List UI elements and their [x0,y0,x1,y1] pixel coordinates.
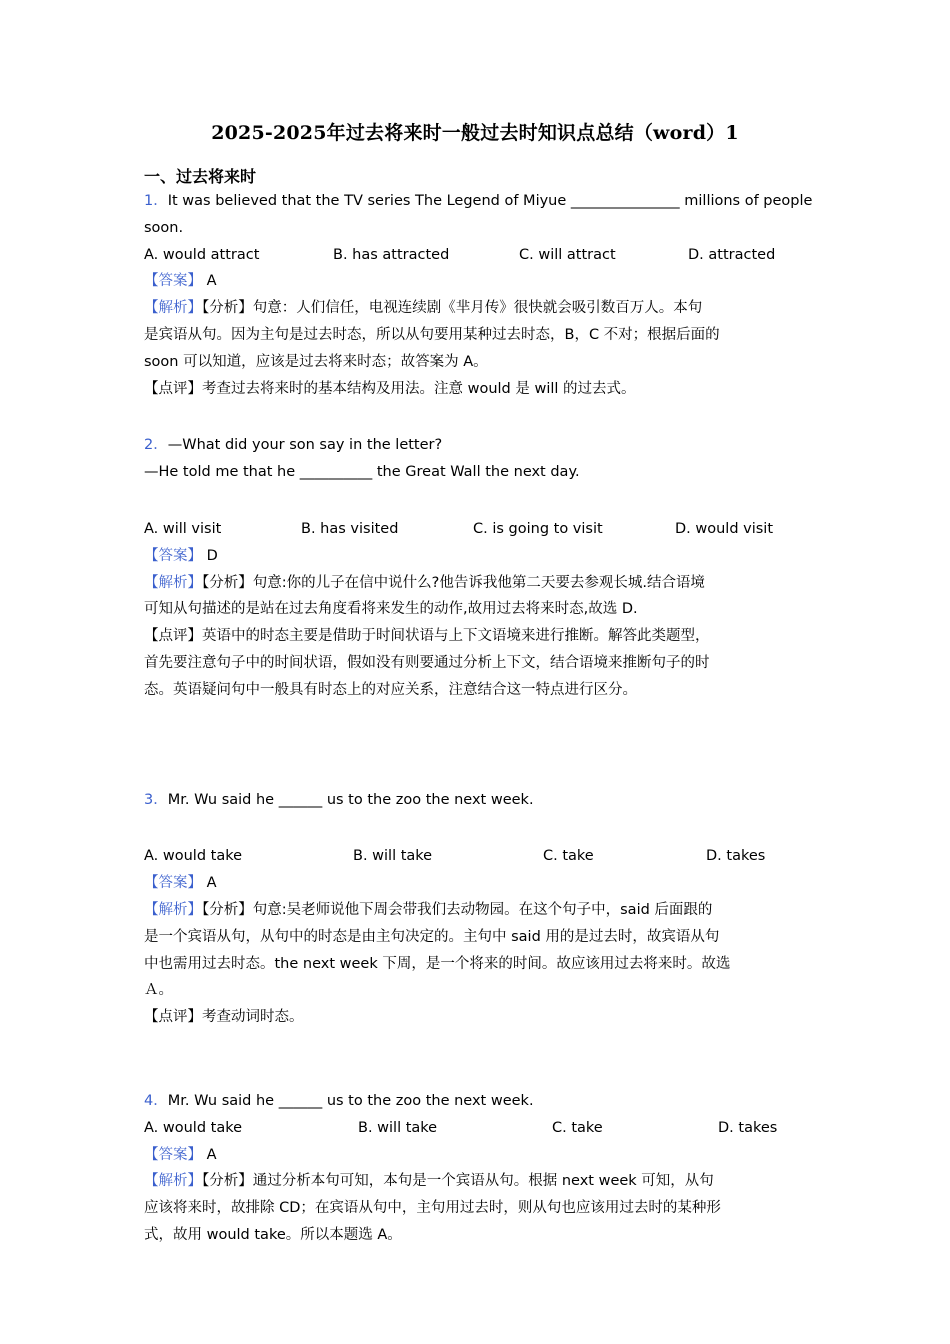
answer-line [144,870,806,897]
answer-value: A [206,1146,217,1163]
question-number: 3． [144,791,168,808]
option-d: D. takes [718,1119,778,1136]
option-d: D. would visit [675,520,774,537]
analysis-line: 【解析】【分析】句意:你的儿子在信中说什么?他告诉我他第二天要去参观长城.结合语境 [144,574,705,591]
analysis-line: 可知从句描述的是站在过去角度看将来发生的动作,故用过去将来时态,故选 D. [144,601,638,618]
answer-label: 【答案】 [144,273,202,290]
spacer [144,704,806,787]
question-number: 1． [144,193,168,209]
option-b: B. has attracted [333,246,450,263]
answer-line [144,543,806,570]
comment-line: 态。英语疑问句中一般具有时态上的对应关系，注意结合这一特点进行区分。 [144,681,637,698]
option-c: C. take [543,848,594,865]
document-body [144,166,813,1249]
option-a: A. would take [144,1119,243,1136]
analysis-label: 【解析】 [144,1173,202,1190]
analysis-line: 是宾语从句。因为主句是过去时态，所以从句要用某种过去时态，B，C 不对；根据后面的 [144,326,720,343]
question-2 [144,432,806,703]
analysis-line: Ａ。 [144,982,173,999]
answer-label: 【答案】 [144,1146,202,1163]
answer-value: A [206,273,217,290]
spacer [144,486,806,516]
answer-line [144,1142,806,1169]
analysis-line: 【解析】【分析】句意:吴老师说他下周会带我们去动物园。在这个句子中，said 后面跟的 [144,901,713,918]
question-stem-line: 1．It was believed that the TV series The Legend of Miyue _______________ millions of people [144,193,813,209]
comment-label: 【点评】 [144,380,202,397]
question-number: 4． [144,1092,168,1109]
answer-line [144,268,806,295]
spacer [144,1031,806,1088]
spacer [144,813,806,843]
option-c: C. is going to visit [473,520,603,537]
option-a: A. would take [144,848,243,865]
option-c: C. will attract [519,246,616,263]
analysis-line: 是一个宾语从句，从句中的时态是由主句决定的。主句中 said 用的是过去时，故宾语从句 [144,928,720,945]
spacer [144,402,806,432]
analysis-line: 【解析】【分析】通过分析本句可知，本句是一个宾语从句。根据 next week 可知，从句 [144,1173,714,1190]
option-b: B. will take [358,1119,438,1136]
analysis-line: soon 可以知道，应该是过去将来时态；故答案为 A。 [144,353,488,370]
question-stem-line: soon. [144,219,184,236]
analysis-line: 中也需用过去时态。the next week 下周，是一个将来的时间。故应该用过去将来时。故选 [144,955,731,972]
section-heading: 一、过去将来时 [144,167,257,186]
answer-label: 【答案】 [144,875,202,892]
option-b: B. will take [353,848,433,865]
question-1 [144,188,813,402]
question-3 [144,787,806,1031]
option-a: A. would attract [144,246,260,263]
answer-value: A [206,875,217,892]
question-number: 2． [144,437,168,454]
analysis-line: 【解析】【分析】句意：人们信任，电视连续剧《芈月传》很快就会吸引数百万人。本句 [144,300,703,317]
comment-line: 【点评】考查动词时态。 [144,1009,304,1026]
comment-line: 【点评】考查过去将来时的基本结构及用法。注意 would 是 will 的过去式。 [144,380,636,397]
options-row [144,1115,806,1142]
option-c: C. take [552,1119,603,1136]
question-4 [144,1088,806,1249]
analysis-line: 应该将来时，故排除 CD；在宾语从句中，主句用过去时，则从句也应该用过去时的某种形 [144,1200,721,1217]
analysis-label: 【解析】 [144,901,202,918]
option-d: D. attracted [688,246,776,263]
option-b: B. has visited [301,520,399,537]
options-row [144,516,806,543]
comment-line: 首先要注意句子中的时间状语，假如没有则要通过分析上下文，结合语境来推断句子的时 [144,654,710,671]
analysis-line: 式，故用 would take。所以本题选 A。 [144,1226,402,1243]
comment-label: 【点评】 [144,1009,202,1026]
answer-label: 【答案】 [144,547,202,564]
question-stem-line: 3．Mr. Wu said he ______ us to the zoo the next week. [144,791,534,808]
question-stem-line: 4．Mr. Wu said he ______ us to the zoo the next week. [144,1092,534,1109]
comment-line: 【点评】英语中的时态主要是借助于时间状语与上下文语境来进行推断。解答此类题型， [144,628,710,645]
option-a: A. will visit [144,520,222,537]
options-row [144,242,806,269]
comment-label: 【点评】 [144,628,202,645]
answer-value: D [206,547,218,564]
option-d: D. takes [706,848,766,865]
question-stem-line: —He told me that he __________ the Great Wall the next day. [144,464,580,481]
question-stem-line: 2．—What did your son say in the letter? [144,437,443,454]
options-row [144,843,806,870]
analysis-label: 【解析】 [144,300,202,317]
document-title: 2025-2025年过去将来时一般过去时知识点总结（word）1 [211,122,739,144]
analysis-label: 【解析】 [144,574,202,591]
